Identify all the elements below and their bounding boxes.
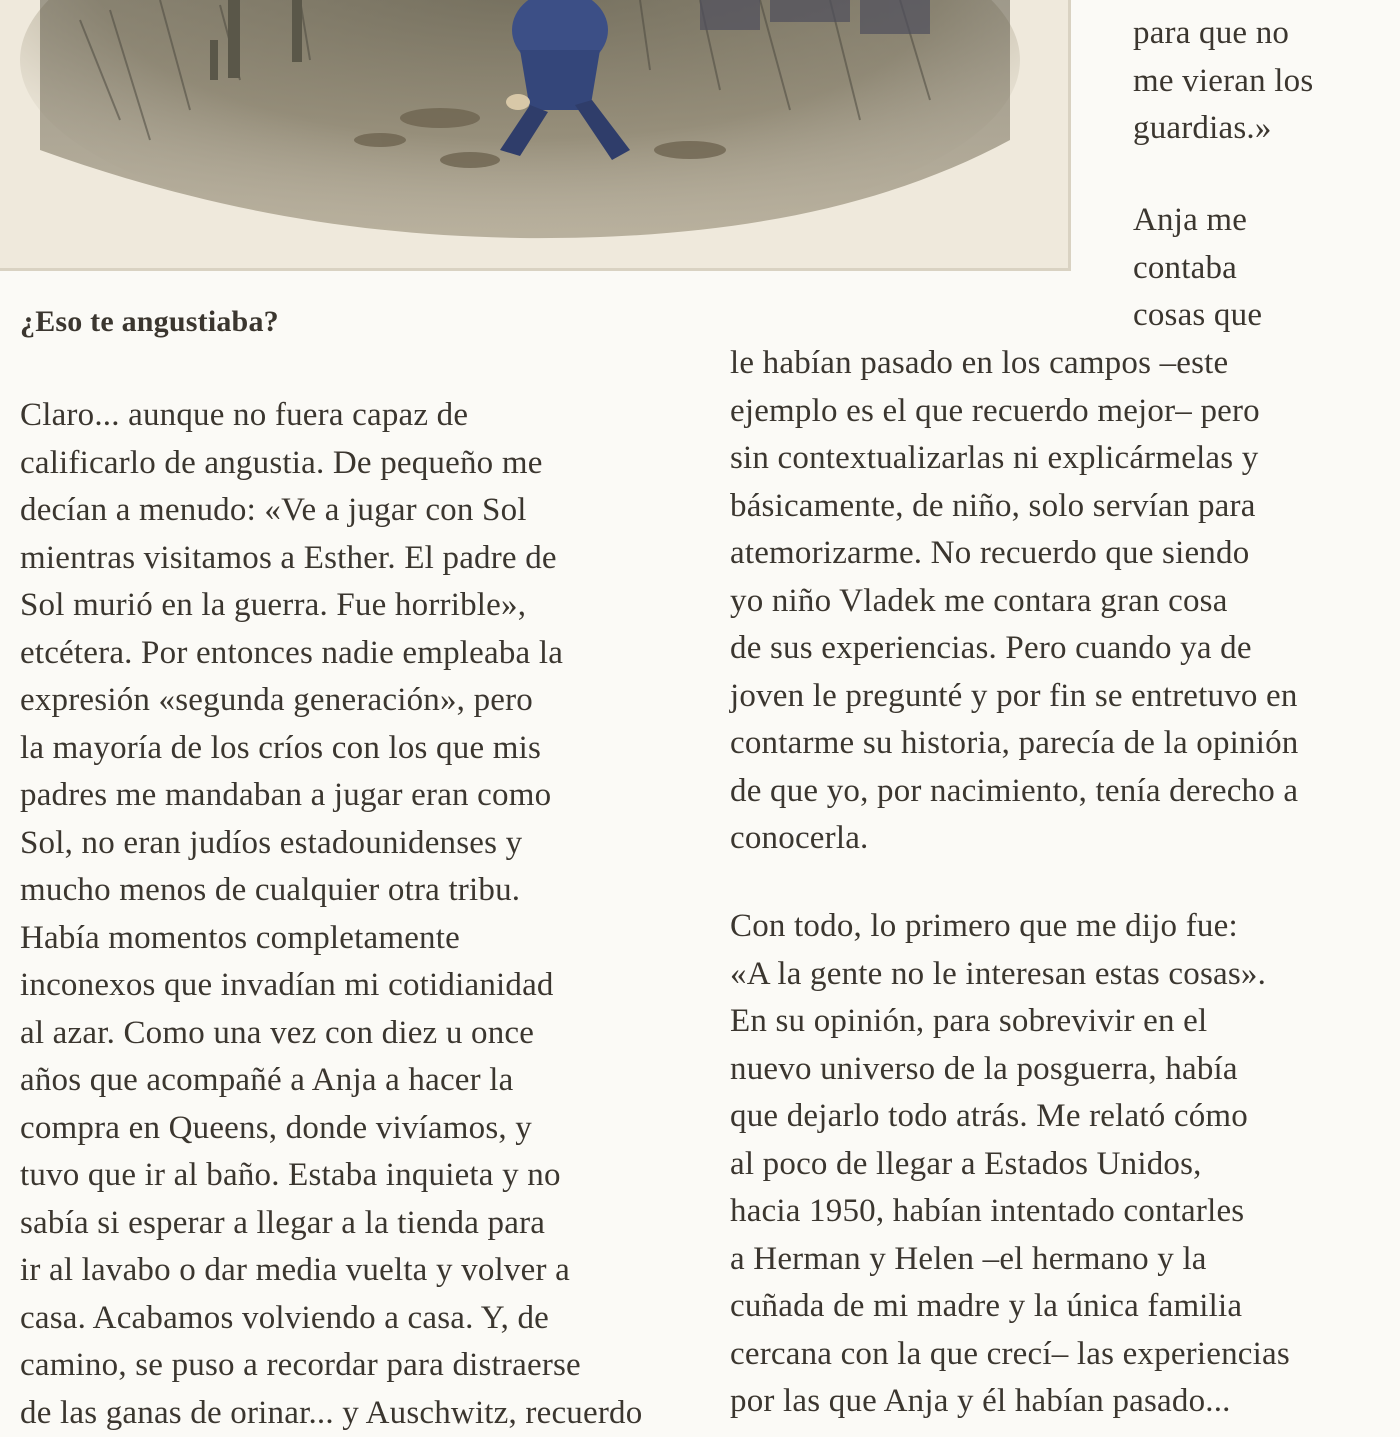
quote-line: guardias.»: [1133, 105, 1393, 153]
paragraph-line: Había momentos completamente: [20, 915, 700, 963]
anja-line: Anja me: [1133, 197, 1393, 245]
right-paragraph-2: [730, 903, 1390, 1426]
paragraph-line: básicamente, de niño, solo servían para: [730, 483, 1390, 531]
paragraph-line: Sol murió en la guerra. Fue horrible»,: [20, 582, 700, 630]
anja-line: cosas que: [1133, 292, 1393, 340]
paragraph-line: al azar. Como una vez con diez u once: [20, 1010, 700, 1058]
quote-fragment: [1133, 10, 1393, 153]
paragraph-line: Claro... aunque no fuera capaz de: [20, 392, 700, 440]
paragraph-line: camino, se puso a recordar para distraerse: [20, 1342, 700, 1390]
paragraph-line: En su opinión, para sobrevivir en el: [730, 998, 1390, 1046]
paragraph-line: Con todo, lo primero que me dijo fue:: [730, 903, 1390, 951]
paragraph-line: hacia 1950, habían intentado contarles: [730, 1188, 1390, 1236]
paragraph-line: padres me mandaban a jugar eran como: [20, 772, 700, 820]
paragraph-line: yo niño Vladek me contara gran cosa: [730, 578, 1390, 626]
paragraph-line: le habían pasado en los campos –este: [730, 340, 1390, 388]
paragraph-line: atemorizarme. No recuerdo que siendo: [730, 530, 1390, 578]
paragraph-line: mucho menos de cualquier otra tribu.: [20, 867, 700, 915]
paragraph-line: expresión «segunda generación», pero: [20, 677, 700, 725]
paragraph-line: mientras visitamos a Esther. El padre de: [20, 535, 700, 583]
paragraph-line: a Herman y Helen –el hermano y la: [730, 1236, 1390, 1284]
quote-line: me vieran los: [1133, 58, 1393, 106]
right-paragraph-1: [730, 340, 1390, 863]
paragraph-line: casa. Acabamos volviendo a casa. Y, de: [20, 1295, 700, 1343]
book-illustration: [0, 0, 1071, 271]
quote-line: para que no: [1133, 10, 1393, 58]
paragraph-line: al poco de llegar a Estados Unidos,: [730, 1141, 1390, 1189]
paragraph-line: sabía si esperar a llegar a la tienda para: [20, 1200, 700, 1248]
paragraph-line: decían a menudo: «Ve a jugar con Sol: [20, 487, 700, 535]
paragraph-line: ejemplo es el que recuerdo mejor– pero: [730, 388, 1390, 436]
paragraph-line: ir al lavabo o dar media vuelta y volver a: [20, 1247, 700, 1295]
paragraph-line: nuevo universo de la posguerra, había: [730, 1046, 1390, 1094]
paragraph-line: joven le pregunté y por fin se entretuvo en: [730, 673, 1390, 721]
engraving-illustration-icon: [0, 0, 1068, 268]
paragraph-line: inconexos que invadían mi cotidianidad: [20, 962, 700, 1010]
paragraph-line: cuñada de mi madre y la única familia: [730, 1283, 1390, 1331]
paragraph-line: de las ganas de orinar... y Auschwitz, recuerdo: [20, 1390, 700, 1437]
paragraph-line: calificarlo de angustia. De pequeño me: [20, 440, 700, 488]
paragraph-line: conocerla.: [730, 815, 1390, 863]
anja-fragment: [1133, 197, 1393, 340]
paragraph-line: por las que Anja y él habían pasado...: [730, 1378, 1390, 1426]
paragraph-line: contarme su historia, parecía de la opinión: [730, 720, 1390, 768]
paragraph-line: de sus experiencias. Pero cuando ya de: [730, 625, 1390, 673]
anja-line: contaba: [1133, 245, 1393, 293]
paragraph-line: de que yo, por nacimiento, tenía derecho a: [730, 768, 1390, 816]
paragraph-line: tuvo que ir al baño. Estaba inquieta y no: [20, 1152, 700, 1200]
paragraph-line: que dejarlo todo atrás. Me relató cómo: [730, 1093, 1390, 1141]
paragraph-line: etcétera. Por entonces nadie empleaba la: [20, 630, 700, 678]
paragraph-line: la mayoría de los críos con los que mis: [20, 725, 700, 773]
paragraph-line: sin contextualizarlas ni explicármelas y: [730, 435, 1390, 483]
paragraph-line: años que acompañé a Anja a hacer la: [20, 1057, 700, 1105]
interview-question: ¿Eso te angustiaba?: [20, 298, 700, 346]
paragraph-line: cercana con la que crecí– las experiencias: [730, 1331, 1390, 1379]
paragraph-line: Sol, no eran judíos estadounidenses y: [20, 820, 700, 868]
paragraph-line: compra en Queens, donde vivíamos, y: [20, 1105, 700, 1153]
left-paragraph: [20, 392, 700, 1437]
paragraph-line: «A la gente no le interesan estas cosas».: [730, 951, 1390, 999]
